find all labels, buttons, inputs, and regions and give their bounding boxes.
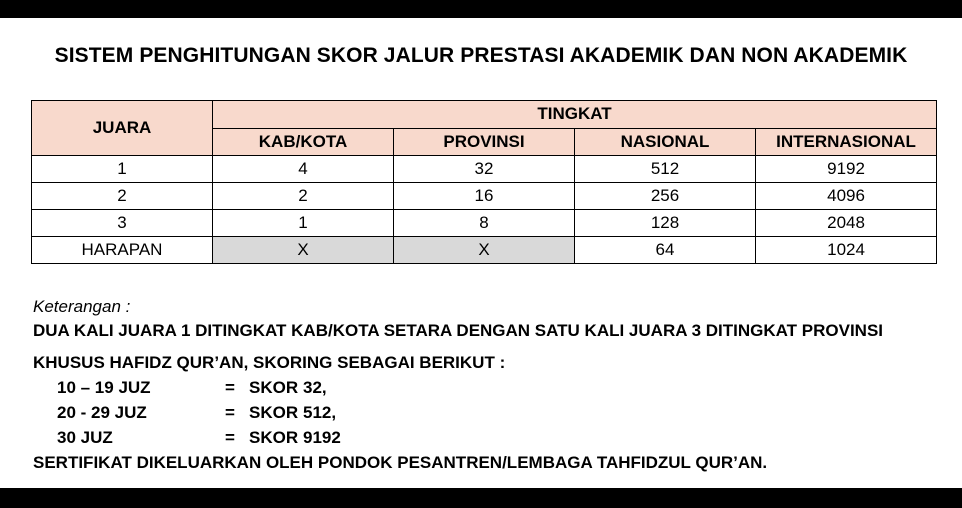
- column-header-provinsi: PROVINSI: [394, 128, 575, 156]
- juz-range: 10 – 19 JUZ: [57, 378, 151, 397]
- nas-cell: 256: [575, 183, 756, 210]
- tingkat-header: TINGKAT: [213, 101, 937, 129]
- page-title: SISTEM PENGHITUNGAN SKOR JALUR PRESTASI AKADEMIK DAN NON AKADEMIK: [54, 44, 908, 67]
- juz-score-row: [33, 400, 883, 425]
- score-label: SKOR: [249, 403, 299, 422]
- column-header-kab-kota: KAB/KOTA: [213, 128, 394, 156]
- equals-sign: =: [225, 403, 235, 422]
- prov-cell: X: [394, 237, 575, 264]
- juara-cell: 1: [32, 156, 213, 183]
- certificate-note: SERTIFIKAT DIKELUARKAN OLEH PONDOK PESANTREN/LEMBAGA TAHFIDZUL QUR’AN.: [33, 453, 768, 472]
- score-label: SKOR: [249, 378, 299, 397]
- prov-cell: 8: [394, 210, 575, 237]
- keterangan-label: Keterangan :: [33, 297, 131, 316]
- table-header-row: [32, 101, 937, 129]
- intl-cell: 1024: [756, 237, 937, 264]
- juz-score-row: [33, 375, 883, 400]
- kab-cell: 2: [213, 183, 394, 210]
- kab-cell: X: [213, 237, 394, 264]
- column-header-internasional: INTERNASIONAL: [756, 128, 937, 156]
- juz-range: 30 JUZ: [57, 428, 113, 447]
- equals-sign: =: [225, 428, 235, 447]
- hafidz-heading: KHUSUS HAFIDZ QUR’AN, SKORING SEBAGAI BERIKUT :: [33, 353, 506, 372]
- juz-score-row: [33, 425, 883, 450]
- juz-range: 20 - 29 JUZ: [57, 403, 147, 422]
- equivalence-note: DUA KALI JUARA 1 DITINGKAT KAB/KOTA SETARA DENGAN SATU KALI JUARA 3 DITINGKAT PROVINSI: [33, 321, 884, 340]
- notes-section: [33, 296, 883, 476]
- table-row: [32, 183, 937, 210]
- juara-cell: 3: [32, 210, 213, 237]
- juara-header: JUARA: [32, 101, 213, 156]
- document-page: [0, 18, 962, 488]
- intl-cell: 9192: [756, 156, 937, 183]
- table-row: [32, 237, 937, 264]
- juara-cell: 2: [32, 183, 213, 210]
- table-row: [32, 156, 937, 183]
- score-value: 32,: [303, 378, 327, 397]
- equals-sign: =: [225, 378, 235, 397]
- intl-cell: 4096: [756, 183, 937, 210]
- nas-cell: 512: [575, 156, 756, 183]
- table-row: [32, 210, 937, 237]
- prov-cell: 16: [394, 183, 575, 210]
- kab-cell: 4: [213, 156, 394, 183]
- score-value: 9192: [303, 428, 341, 447]
- intl-cell: 2048: [756, 210, 937, 237]
- juara-cell: HARAPAN: [32, 237, 213, 264]
- score-table: [31, 100, 937, 264]
- nas-cell: 64: [575, 237, 756, 264]
- score-value: 512,: [303, 403, 337, 422]
- column-header-nasional: NASIONAL: [575, 128, 756, 156]
- nas-cell: 128: [575, 210, 756, 237]
- score-label: SKOR: [249, 428, 299, 447]
- kab-cell: 1: [213, 210, 394, 237]
- prov-cell: 32: [394, 156, 575, 183]
